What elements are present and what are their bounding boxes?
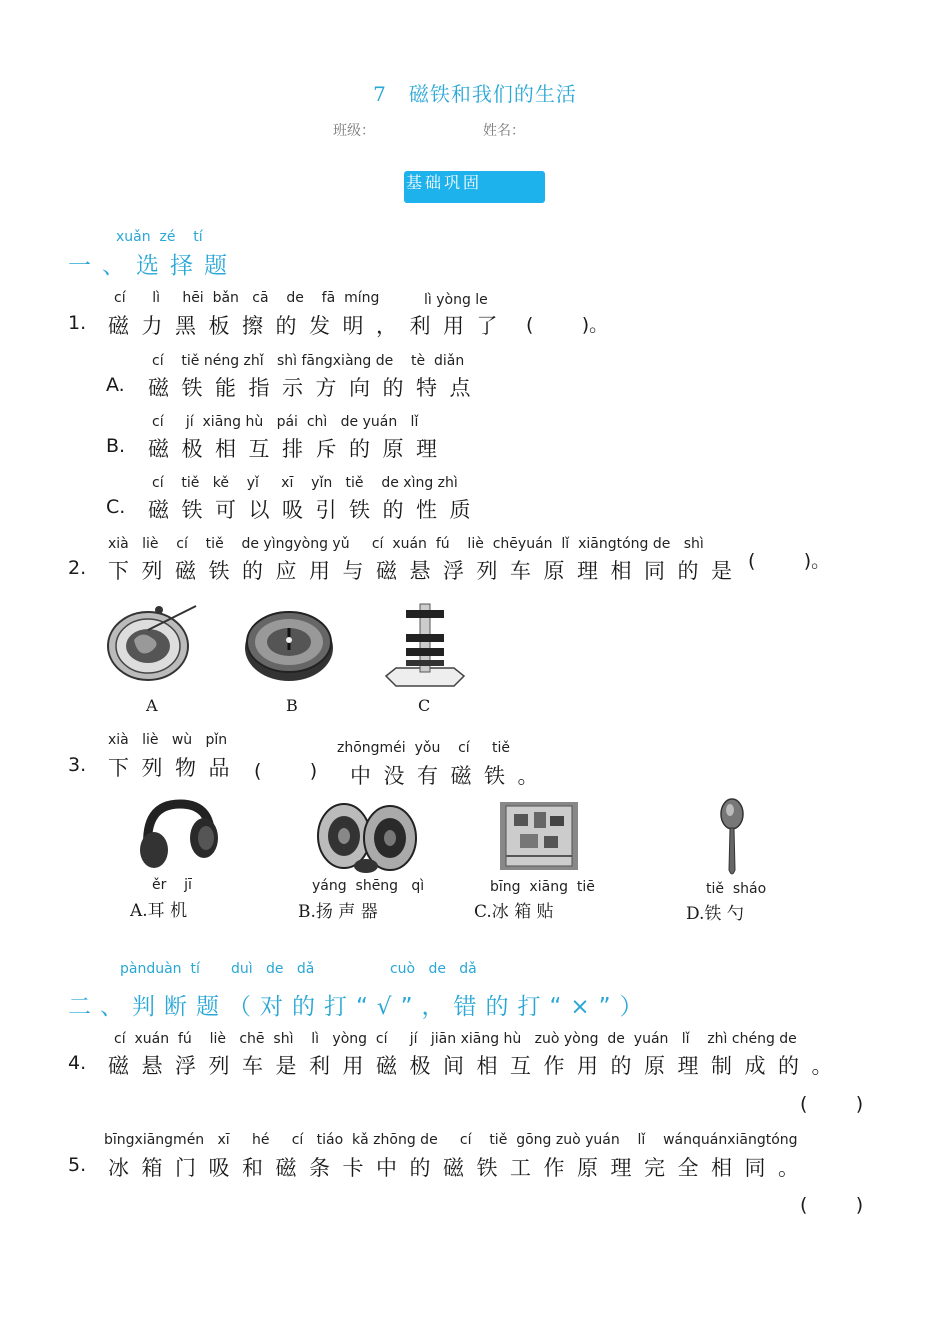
q3-itemC-label[interactable]: C.冰 箱 贴 <box>474 902 554 922</box>
q3-number: 3. <box>68 754 87 776</box>
headphones-icon[interactable] <box>134 798 220 872</box>
q1-optA-pinyin: cí tiě néng zhǐ shì fāngxiàng de tè diǎn <box>152 353 465 369</box>
q5-pinyin: bīngxiāngmén xī hé cí tiáo kǎ zhōng de cí tiě gōng zuò yuán lǐ wánquánxiāngtóng <box>104 1132 798 1148</box>
q1-optC-letter[interactable]: C. <box>106 496 126 518</box>
lesson-number: 7 <box>373 82 387 106</box>
q1-number: 1. <box>68 312 87 334</box>
q3-itemD-pinyin: tiě sháo <box>706 881 767 897</box>
q1-optB-text: 磁极相互排斥的原理 <box>148 437 450 461</box>
q3-itemC-pinyin: bīng xiāng tiē <box>490 879 595 895</box>
q1-optB-letter[interactable]: B. <box>106 435 126 457</box>
q3-itemA-label[interactable]: A.耳 机 <box>130 901 188 921</box>
speaker-icon[interactable] <box>314 800 420 878</box>
q2-number: 2. <box>68 557 87 579</box>
q3-itemB-label[interactable]: B.扬 声 器 <box>298 902 378 922</box>
q3-pinyin2: zhōngméi yǒu cí tiě <box>337 740 510 756</box>
q5-number: 5. <box>68 1154 87 1176</box>
q4-number: 4. <box>68 1052 87 1074</box>
section2-title: 二、判断题（对的打“√”，错的打“×”） <box>68 994 652 1020</box>
spoon-icon[interactable] <box>718 798 746 880</box>
class-label: 班级： <box>333 123 375 139</box>
maglev-magnets-icon[interactable] <box>382 600 468 692</box>
section2-pinyin: pànduàn tí duì de dǎ cuò de dǎ <box>120 961 477 977</box>
q1-text: 磁力黑板擦的发明，利用了 <box>108 314 510 338</box>
q1-optC-pinyin: cí tiě kě yǐ xī yǐn tiě de xìng zhì <box>152 475 458 491</box>
compass-plate-icon[interactable] <box>104 600 200 684</box>
lesson-title <box>0 78 950 107</box>
section-banner: 基础巩固 <box>404 171 545 203</box>
lesson-title-text: 磁铁和我们的生活 <box>408 82 577 106</box>
q1-optA-text: 磁铁能指示方向的特点 <box>148 376 483 400</box>
q3-itemB-pinyin: yáng shēng qì <box>312 878 425 894</box>
q2-text: 下列磁铁的应用与磁悬浮列车原理相同的是 <box>108 559 745 583</box>
q3-text2: 中没有磁铁。 <box>350 764 551 788</box>
q5-answer-paren[interactable]: ( ) <box>800 1194 864 1216</box>
q2-pinyin: xià liè cí tiě de yìngyòng yǔ cí xuán fú liè chēyuán lǐ xiāngtóng de shì <box>108 536 704 552</box>
q2-image-label-a: A <box>146 696 158 715</box>
q4-text: 磁悬浮列车是利用磁极间相互作用的原理制成的。 <box>108 1054 845 1078</box>
q3-itemA-pinyin: ěr jī <box>152 877 192 893</box>
q1-optB-pinyin: cí jí xiāng hù pái chì de yuán lǐ <box>152 414 419 430</box>
q3-pinyin: xià liè wù pǐn <box>108 732 228 748</box>
q5-text: 冰箱门吸和磁条卡中的磁铁工作原理完全相同。 <box>108 1156 812 1180</box>
compass-icon[interactable] <box>244 602 334 682</box>
q2-answer-paren[interactable]: ( )。 <box>748 550 831 572</box>
q1-pinyin: cí lì hēi bǎn cā de fā míng <box>114 290 380 306</box>
q2-image-label-b: B <box>286 696 298 715</box>
q1-optC-text: 磁铁可以吸引铁的性质 <box>148 498 483 522</box>
section1-title: 一、选择题 <box>68 253 238 279</box>
q3-text: 下列物品 <box>108 756 242 780</box>
q1-answer-paren[interactable]: ( )。 <box>526 314 609 336</box>
q1-optA-letter[interactable]: A. <box>106 374 125 396</box>
fridge-magnet-icon[interactable] <box>500 802 578 870</box>
q4-answer-paren[interactable]: ( ) <box>800 1093 864 1115</box>
q2-image-label-c: C <box>418 696 431 715</box>
section1-pinyin: xuǎn zé tí <box>116 229 203 245</box>
q3-itemD-label[interactable]: D.铁 勺 <box>686 904 744 924</box>
q1-pinyin2: lì yòng le <box>424 292 488 308</box>
name-label: 姓名： <box>483 123 525 139</box>
q3-answer-paren[interactable]: ( ) <box>254 760 318 782</box>
q4-pinyin: cí xuán fú liè chē shì lì yòng cí jí jiān xiāng hù zuò yòng de yuán lǐ zhì chéng de <box>114 1031 797 1047</box>
